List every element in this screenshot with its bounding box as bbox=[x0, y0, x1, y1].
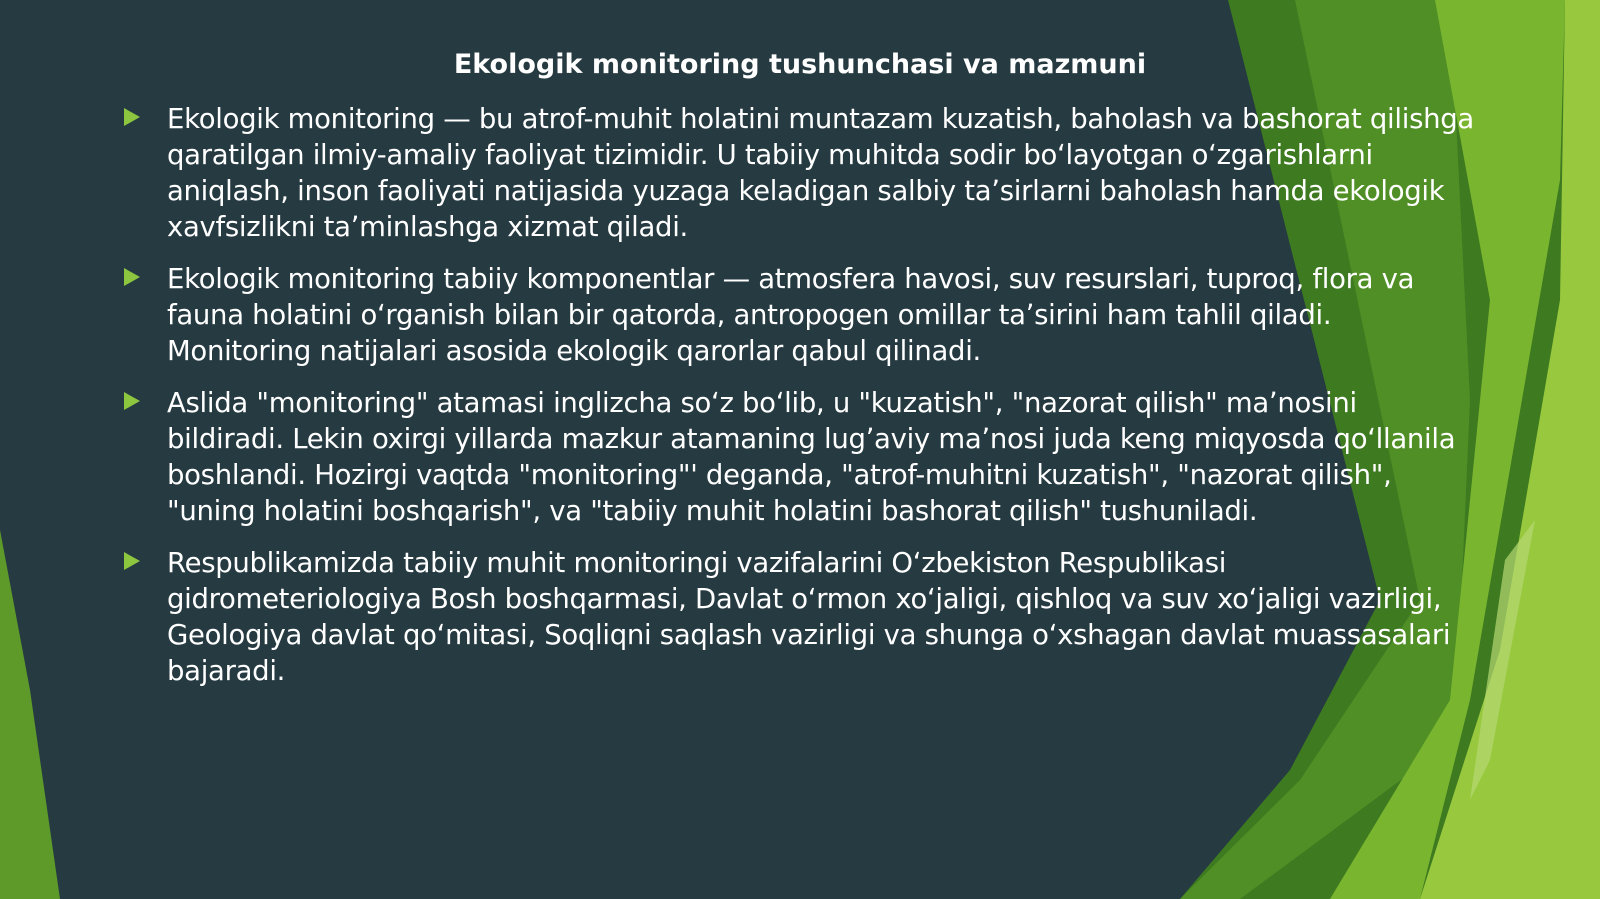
list-item bbox=[122, 385, 1482, 529]
bullet-list bbox=[122, 101, 1482, 705]
bullet-text: Respublikamizda tabiiy muhit monitoringi vazifalarini Oʻzbekiston Respublikasi gidrometeriologiya Bosh boshqarmasi, Davlat oʻrmon xoʻjaligi, qishloq va suv xoʻjaligi vazirligi, Geologiya davlat qoʻmitasi, Soqliqni saqlash vazirligi va shunga oʻxshagan davlat muassasalari bajaradi. bbox=[167, 547, 1451, 687]
list-item bbox=[122, 545, 1482, 689]
triangle-right-icon bbox=[124, 108, 140, 126]
bullet-text: Ekologik monitoring — bu atrof-muhit holatini muntazam kuzatish, baholash va bashorat qilishga qaratilgan ilmiy-amaliy faoliyat tizimidir. U tabiiy muhitda sodir boʻlayotgan oʻzgarishlarni aniqlash, inson faoliyati natijasida yuzaga keladigan salbiy taʼsirlarni baholash hamda ekologik xavfsizlikni taʼminlashga xizmat qiladi. bbox=[167, 103, 1474, 243]
slide-title: Ekologik monitoring tushunchasi va mazmuni bbox=[453, 49, 1147, 80]
list-item bbox=[122, 101, 1482, 245]
triangle-right-icon bbox=[124, 268, 140, 286]
triangle-right-icon bbox=[124, 552, 140, 570]
bullet-text: Aslida "monitoring" atamasi inglizcha soʻz boʻlib, u "kuzatish", "nazorat qilish" maʼnosini bildiradi. Lekin oxirgi yillarda mazkur atamaning lugʼaviy maʼnosi juda keng miqyosda qoʻllanila boshlandi. Hozirgi vaqtda "monitoring"' deganda, "atrof-muhitni kuzatish", "nazorat qilish", "uning holatini boshqarish", va "tabiiy muhit holatini bashorat qilish" tushuniladi. bbox=[167, 387, 1456, 527]
triangle-right-icon bbox=[124, 392, 140, 410]
bullet-text: Ekologik monitoring tabiiy komponentlar — atmosfera havosi, suv resurslari, tuproq, flora va fauna holatini oʻrganish bilan bir qatorda, antropogen omillar taʼsirini ham tahlil qiladi. Monitoring natijalari asosida ekologik qarorlar qabul qilinadi. bbox=[167, 263, 1415, 367]
list-item bbox=[122, 261, 1482, 369]
